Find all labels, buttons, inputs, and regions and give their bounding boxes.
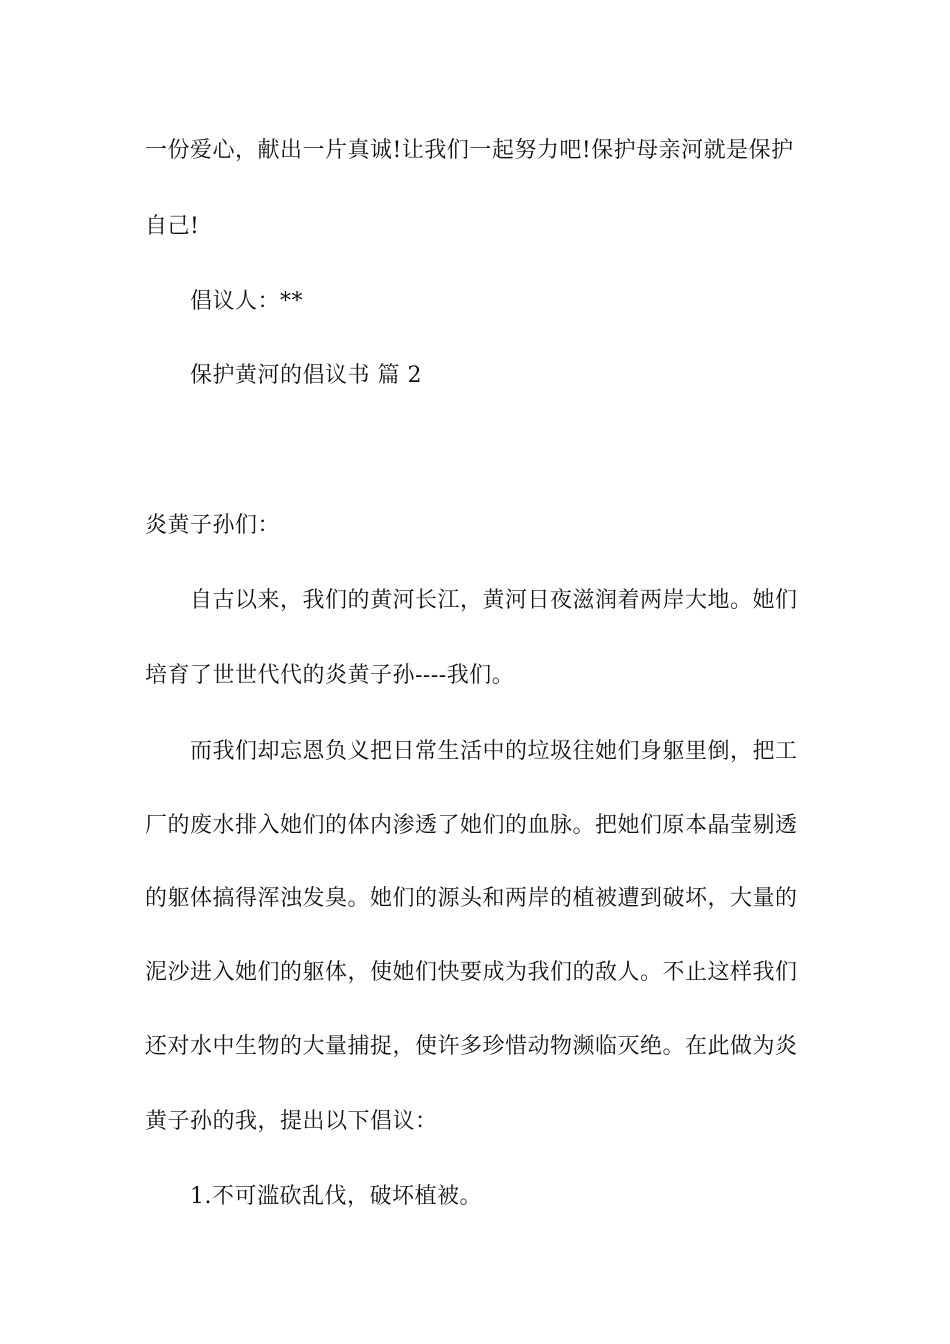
body-text-line: 的躯体搞得浑浊发臭。她们的源头和两岸的植被遭到破坏，大量的 [145, 886, 798, 911]
body-text-line: 还对水中生物的大量捕捉，使许多珍惜动物濒临灭绝。在此做为炎 [145, 1034, 798, 1059]
body-text-line: 泥沙进入她们的躯体，使她们快要成为我们的敌人。不止这样我们 [145, 960, 798, 985]
salutation: 炎黄子孙们： [145, 513, 281, 538]
body-text-line: 厂的废水排入她们的体内渗透了她们的血脉。把她们原本晶莹剔透 [145, 813, 798, 838]
signature-line: 倡议人：** [190, 289, 304, 314]
body-text-line: 自古以来，我们的黄河长江，黄河日夜滋润着两岸大地。她们 [190, 588, 798, 613]
body-text-line: 自己! [145, 214, 200, 239]
list-item: 1.不可滥砍乱伐，破坏植被。 [190, 1184, 482, 1209]
body-text-line: 培育了世世代代的炎黄子孙----我们。 [145, 663, 515, 688]
body-text-line: 而我们却忘恩负义把日常生活中的垃圾往她们身躯里倒，把工 [190, 739, 798, 764]
body-text-line: 一份爱心，献出一片真诚!让我们一起努力吧!保护母亲河就是保护 [145, 138, 794, 163]
section-heading: 保护黄河的倡议书 篇 2 [190, 363, 422, 388]
body-text-line: 黄子孙的我，提出以下倡议： [145, 1109, 438, 1134]
